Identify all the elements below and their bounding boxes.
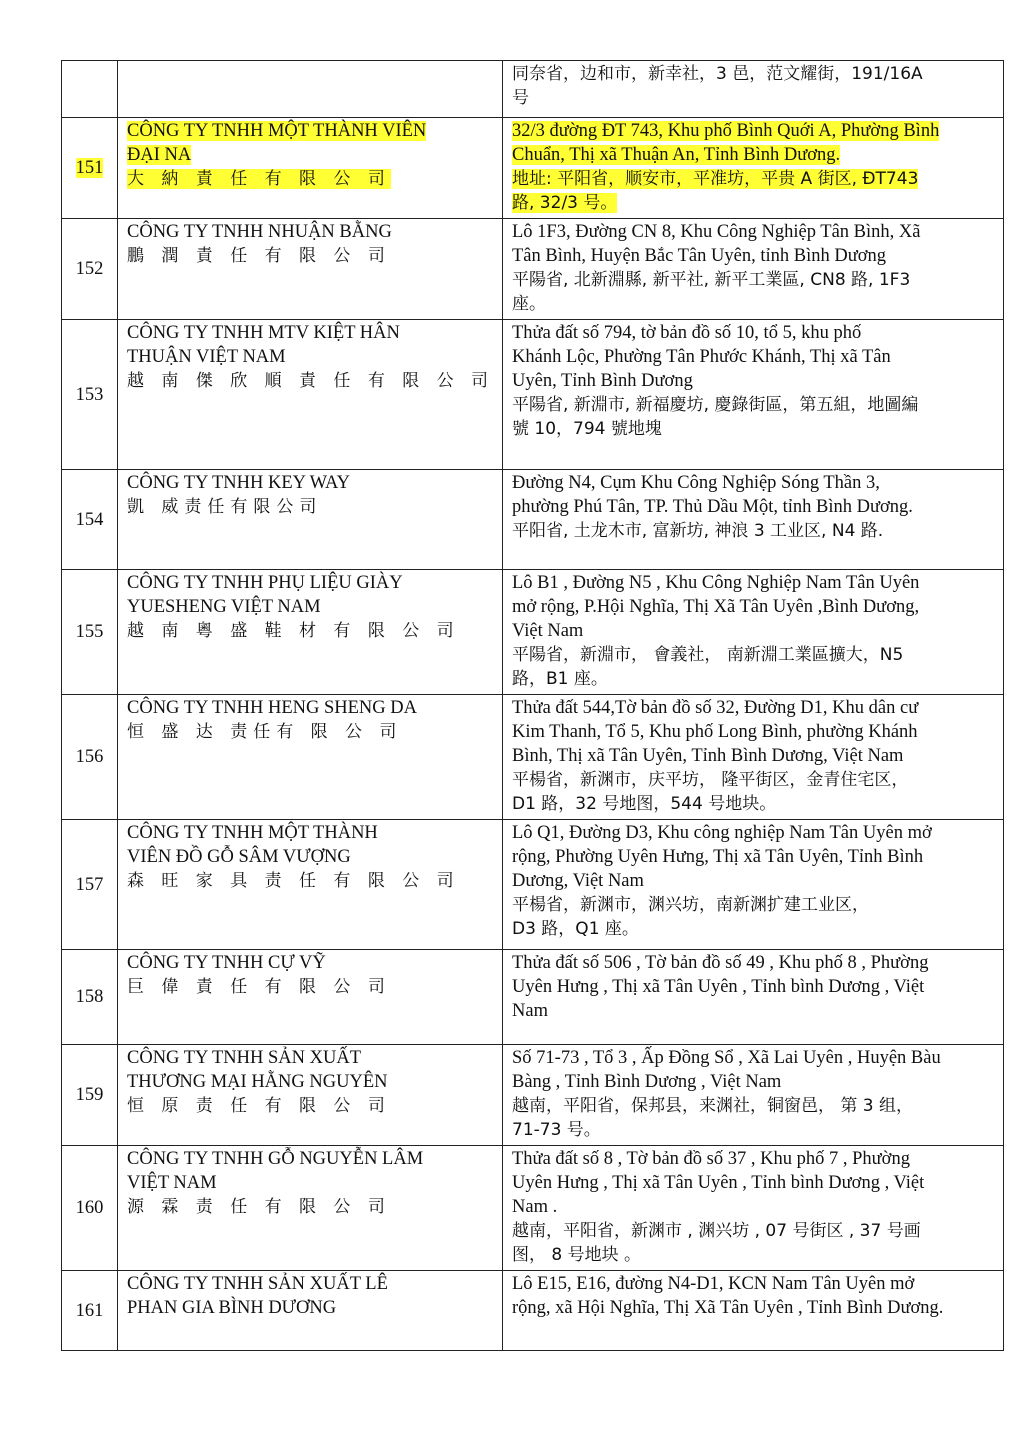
address-line: 同奈省，边和市，新幸社，3 邑，范文耀街，191/16A <box>512 64 923 84</box>
company-name-line: CÔNG TY TNHH MỘT THÀNH <box>127 823 378 843</box>
row-number-cell <box>62 1045 118 1146</box>
company-name-line: 森 旺 家 具 责 任 有 限 公 司 <box>127 871 460 891</box>
company-name-cell <box>118 1045 503 1146</box>
address-line: Thửa đất 544,Tờ bản đồ số 32, Đường D1, Khu dân cư <box>512 698 919 718</box>
address-cell <box>503 61 1004 118</box>
row-number: 158 <box>75 987 104 1007</box>
row-number-cell <box>62 950 118 1045</box>
address-line: Thửa đất số 794, tờ bản đồ số 10, tổ 5, khu phố <box>512 323 862 343</box>
address-line: Kim Thanh, Tổ 5, Khu phố Long Bình, phường Khánh <box>512 722 918 742</box>
address-line: Uyên Hưng , Thị xã Tân Uyên , Tỉnh bình Dương , Việt <box>512 977 925 997</box>
company-name-cell <box>118 320 503 470</box>
company-name-line: 越 南 傑 欣 順 責 任 有 限 公 司 <box>127 371 495 391</box>
row-number-cell <box>62 1271 118 1351</box>
address-line: Nam <box>512 1001 548 1021</box>
table-row <box>62 1146 1004 1271</box>
address-line: 号 <box>512 88 529 108</box>
address-line: 平陽省, 新淵市, 新福慶坊, 慶錄街區，第五組，地圖編 <box>512 395 919 415</box>
table-row <box>62 570 1004 695</box>
company-name-cell <box>118 118 503 219</box>
address-line: 號 10，794 號地塊 <box>512 419 662 439</box>
company-name-cell <box>118 470 503 570</box>
address-line: Bàng , Tỉnh Bình Dương , Việt Nam <box>512 1072 782 1092</box>
table-row <box>62 61 1004 118</box>
address-line: Việt Nam <box>512 621 584 641</box>
company-name-line: 巨 偉 責 任 有 限 公 司 <box>127 977 391 997</box>
address-line: mở rộng, P.Hội Nghĩa, Thị Xã Tân Uyên ,Bình Dương, <box>512 597 920 617</box>
company-name-cell <box>118 1146 503 1271</box>
row-number-cell <box>62 219 118 320</box>
address-line: Lô 1F3, Đường CN 8, Khu Công Nghiệp Tân Bình, Xã <box>512 222 921 242</box>
company-table-body <box>62 61 1004 1351</box>
address-line: 平陽省, 北新淵縣, 新平社, 新平工業區, CN8 路, 1F3 <box>512 270 911 290</box>
row-number-cell <box>62 695 118 820</box>
address-line: Lô Q1, Đường D3, Khu công nghiệp Nam Tân Uyên mở <box>512 823 932 843</box>
address-line: 平阳省, 土龙木市, 富新坊, 神浪 3 工业区, N4 路. <box>512 521 884 541</box>
company-name-line: 越 南 粵 盛 鞋 材 有 限 公 司 <box>127 621 460 641</box>
address-cell <box>503 695 1004 820</box>
address-line: Đường N4, Cụm Khu Công Nghiệp Sóng Thần 3, <box>512 473 880 493</box>
highlight: Chuẩn, Thị xã Thuận An, Tỉnh Bình Dương. <box>512 145 841 165</box>
address-cell <box>503 470 1004 570</box>
company-name-line: CÔNG TY TNHH SẢN XUẤT LÊ <box>127 1274 388 1294</box>
highlight: 地址: 平阳省，顺安市，平准坊，平贵 A 街区, ĐT743 <box>512 169 919 189</box>
company-name-line: 恒 原 责 任 有 限 公 司 <box>127 1096 391 1116</box>
address-line: 越南，平阳省，新渊市 , 渊兴坊 , 07 号街区 , 37 号画 <box>512 1221 921 1241</box>
company-name-cell <box>118 695 503 820</box>
highlight: CÔNG TY TNHH MỘT THÀNH VIÊN <box>127 121 427 141</box>
address-line: 71-73 号。 <box>512 1120 601 1140</box>
address-cell <box>503 1271 1004 1351</box>
row-number: 153 <box>75 384 104 405</box>
address-line: D1 路，32 号地图，544 号地块。 <box>512 794 777 814</box>
address-line <box>512 191 994 215</box>
company-name-line: 源 霖 责 任 有 限 公 司 <box>127 1197 391 1217</box>
row-number-cell <box>62 570 118 695</box>
table-row <box>62 1045 1004 1146</box>
address-line: Lô B1 , Đường N5 , Khu Công Nghiệp Nam Tân Uyên <box>512 573 920 593</box>
company-name-line: VIÊN ĐỒ GỖ SÂM VƯỢNG <box>127 847 351 867</box>
address-cell <box>503 950 1004 1045</box>
row-number: 154 <box>75 509 104 530</box>
company-name-line: CÔNG TY TNHH HENG SHENG DA <box>127 698 418 718</box>
row-number: 155 <box>75 622 104 642</box>
row-number-cell <box>62 820 118 950</box>
company-name-line: 凱 威责任有限公司 <box>127 497 323 517</box>
address-line: Nam . <box>512 1197 558 1217</box>
table-row <box>62 118 1004 219</box>
company-name-cell <box>118 950 503 1045</box>
table-row <box>62 950 1004 1045</box>
company-name-cell <box>118 570 503 695</box>
highlight: 大 納 責 任 有 限 公 司 <box>127 169 391 189</box>
row-number: 156 <box>75 747 104 767</box>
company-name-line: 鵬 潤 責 任 有 限 公 司 <box>127 246 391 266</box>
address-line: 座。 <box>512 294 546 314</box>
company-name-line: YUESHENG VIỆT NAM <box>127 597 321 617</box>
address-cell <box>503 1146 1004 1271</box>
company-name-line: CÔNG TY TNHH PHỤ LIỆU GIÀY <box>127 573 403 593</box>
address-line: Khánh Lộc, Phường Tân Phước Khánh, Thị xã Tân <box>512 347 891 367</box>
address-cell <box>503 219 1004 320</box>
address-line: Số 71-73 , Tổ 3 , Ấp Đồng Sổ , Xã Lai Uyên , Huyện Bàu <box>512 1048 941 1068</box>
address-line <box>512 119 994 143</box>
highlight: 32/3 đường ĐT 743, Khu phố Bình Quới A, Phường Bình <box>512 121 940 141</box>
address-line: rộng, xã Hội Nghĩa, Thị Xã Tân Uyên , Tỉnh Bình Dương. <box>512 1298 944 1318</box>
company-name-cell <box>118 1271 503 1351</box>
address-cell <box>503 570 1004 695</box>
address-cell <box>503 320 1004 470</box>
company-name-cell <box>118 61 503 118</box>
address-cell <box>503 1045 1004 1146</box>
row-number: 151 <box>75 158 104 178</box>
address-line: 平陽省，新淵市， 會義社， 南新淵工業區擴大，N5 <box>512 645 904 665</box>
company-name-line: CÔNG TY TNHH NHUẬN BẰNG <box>127 222 392 242</box>
company-name-line <box>127 143 493 167</box>
company-name-cell <box>118 219 503 320</box>
address-line <box>512 167 994 191</box>
company-name-line: CÔNG TY TNHH KEY WAY <box>127 473 351 493</box>
table-row <box>62 695 1004 820</box>
table-row <box>62 320 1004 470</box>
address-line: Tân Bình, Huyện Bắc Tân Uyên, tỉnh Bình Dương <box>512 246 887 266</box>
row-number: 157 <box>75 874 104 895</box>
address-line: 平楊省，新渊市，渊兴坊，南新渊扩建工业区， <box>512 895 869 915</box>
address-line: 平楊省，新渊市，庆平坊， 隆平街区，金青住宅区， <box>512 770 909 790</box>
row-number-cell <box>62 470 118 570</box>
address-line: Bình, Thị xã Tân Uyên, Tỉnh Bình Dương, Việt Nam <box>512 746 904 766</box>
address-line: rộng, Phường Uyên Hưng, Thị xã Tân Uyên, Tỉnh Bình <box>512 847 924 867</box>
company-name-line: CÔNG TY TNHH GỖ NGUYỄN LÂM <box>127 1149 424 1169</box>
table-row <box>62 470 1004 570</box>
table-row <box>62 219 1004 320</box>
address-line: Dương, Việt Nam <box>512 871 644 891</box>
address-line: Thửa đất số 8 , Tờ bản đồ số 37 , Khu phố 7 , Phường <box>512 1149 910 1169</box>
address-line <box>512 143 994 167</box>
company-name-line: CÔNG TY TNHH SẢN XUẤT <box>127 1048 361 1068</box>
address-line: D3 路，Q1 座。 <box>512 919 639 939</box>
address-line: 越南，平阳省，保邦县，来渊社，铜窗邑， 第 3 组， <box>512 1096 914 1116</box>
address-line: phường Phú Tân, TP. Thủ Dầu Một, tỉnh Bình Dương. <box>512 497 913 517</box>
company-name-line <box>127 119 493 143</box>
address-line: Uyên Hưng , Thị xã Tân Uyên , Tỉnh bình Dương , Việt <box>512 1173 925 1193</box>
address-cell <box>503 820 1004 950</box>
row-number-cell <box>62 1146 118 1271</box>
row-number: 152 <box>75 259 104 279</box>
highlight: 路, 32/3 号。 <box>512 193 618 213</box>
row-number: 161 <box>75 1300 104 1321</box>
row-number-cell <box>62 61 118 118</box>
row-number: 159 <box>75 1085 104 1105</box>
address-line: 路，B1 座。 <box>512 669 608 689</box>
company-name-line: THƯƠNG MẠI HẰNG NGUYÊN <box>127 1072 388 1092</box>
company-name-line: CÔNG TY TNHH MTV KIỆT HÂN <box>127 323 400 343</box>
company-name-line: PHAN GIA BÌNH DƯƠNG <box>127 1298 337 1318</box>
company-name-line <box>127 167 493 191</box>
address-line: Thửa đất số 506 , Tờ bản đồ số 49 , Khu phố 8 , Phường <box>512 953 929 973</box>
company-name-cell <box>118 820 503 950</box>
table-row <box>62 820 1004 950</box>
address-cell <box>503 118 1004 219</box>
address-line: 图， 8 号地块 。 <box>512 1245 642 1265</box>
company-name-line: 恒 盛 达 责任有 限 公 司 <box>127 722 403 742</box>
address-line: Uyên, Tỉnh Bình Dương <box>512 371 693 391</box>
row-number-cell <box>62 320 118 470</box>
row-number: 160 <box>75 1198 104 1218</box>
company-name-line: VIỆT NAM <box>127 1173 217 1193</box>
table-row <box>62 1271 1004 1351</box>
row-number-cell <box>62 118 118 219</box>
company-name-line: CÔNG TY TNHH CỰ VỸ <box>127 953 326 973</box>
company-table <box>61 60 1004 1351</box>
company-name-line: THUẬN VIỆT NAM <box>127 347 286 367</box>
address-line: Lô E15, E16, đường N4-D1, KCN Nam Tân Uyên mở <box>512 1274 915 1294</box>
highlight: ĐẠI NA <box>127 145 192 165</box>
